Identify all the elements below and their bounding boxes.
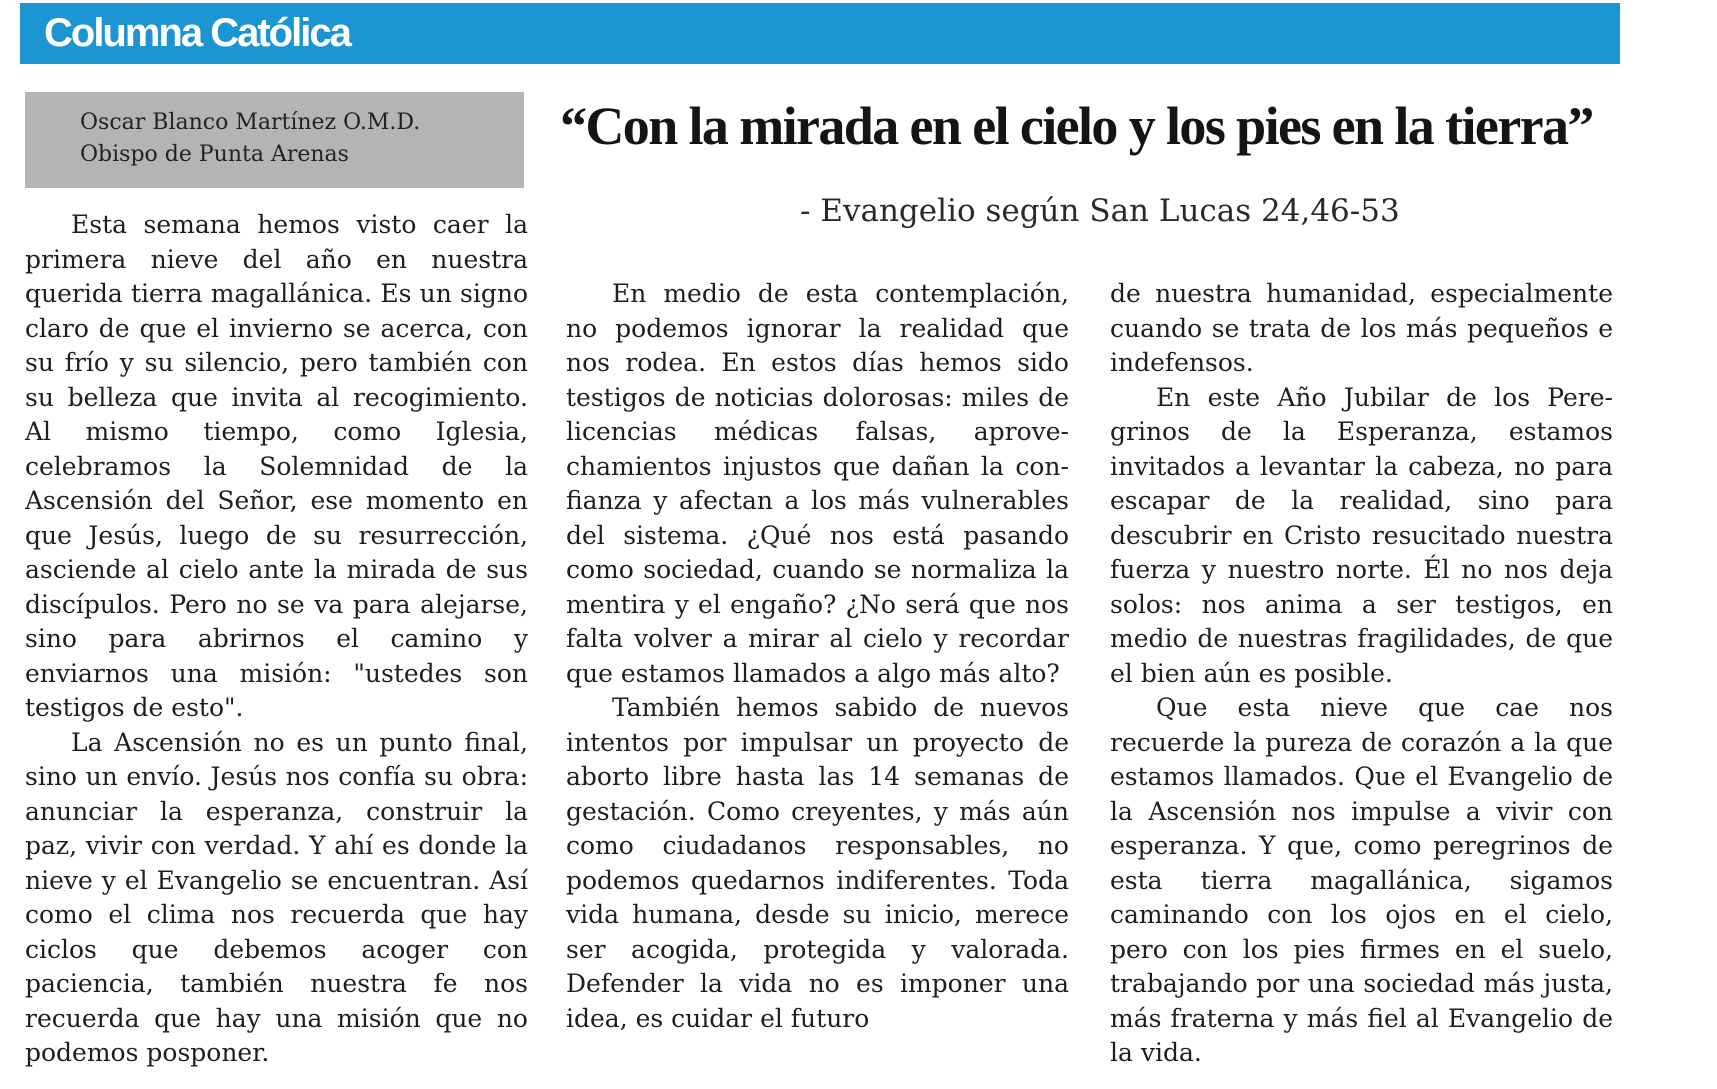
article-headline: “Con la mirada en el cielo y los pies en la tierra” xyxy=(560,96,1593,156)
article-column-2 xyxy=(566,277,1069,1036)
article-subtitle: - Evangelio según San Lucas 24,46-53 xyxy=(800,193,1400,229)
author-name: Oscar Blanco Martínez O.M.D. xyxy=(80,110,421,135)
author-box xyxy=(25,92,524,188)
paragraph: Esta semana hemos visto caer la primera nieve del año en nuestra querida tierra magallánica. Es un signo claro de que el invierno se acerca, con su frío y su silencio, pero también con su belleza que invita al recogimiento. Al mismo tiempo, como Iglesia, celebramos la Solemnidad de la Ascensión del Señor, ese momento en que Jesús, luego de su resurrección, asciende al cielo ante la mirada de sus discípulos. Pero no se va para alejarse, sino para abrirnos el camino y enviarnos una misión: "ustedes son testigos de esto". xyxy=(25,210,528,722)
article-column-1 xyxy=(25,208,528,1071)
paragraph: de nuestra humanidad, especialmente cuando se trata de los más pequeños e indefensos. xyxy=(1110,279,1613,377)
paragraph: En este Año Jubilar de los Peregrinos de la Esperanza, estamos invitados a levantar la cabeza, no para escapar de la realidad, sino para descubrir en Cristo resucitado nuestra fuerza y nuestro norte. Él no nos deja solos: nos anima a ser testigos, en medio de nuestras fragilidades, de que el bien aún es posible. xyxy=(1110,382,1613,688)
paragraph: También hemos sabido de nuevos intentos por impulsar un proyecto de aborto libre hasta las 14 semanas de gestación. Como creyentes, y más aún como ciudadanos responsables, no podemos quedarnos indiferentes. Toda vida humana, desde su inicio, merece ser acogida, protegida y valorada. Defender la vida no es imponer una idea, es cuidar el futuro xyxy=(566,693,1069,1033)
article-column-3 xyxy=(1110,277,1613,1071)
section-header-bar xyxy=(20,3,1620,64)
paragraph: En medio de esta contemplación, no podemos ignorar la realidad que nos rodea. En estos días hemos sido testigos de noticias dolorosas: miles de licencias médicas falsas, aprovechamientos injustos que dañan la confianza y afectan a los más vulnerables del sistema. ¿Qué nos está pasando como sociedad, cuando se normaliza la mentira y el engaño? ¿No será que nos falta volver a mirar al cielo y recordar que estamos llamados a algo más alto? xyxy=(566,279,1069,688)
paragraph: La Ascensión no es un punto final, sino un envío. Jesús nos confía su obra: anunciar la esperanza, construir la paz, vivir con verdad. Y ahí es donde la nieve y el Evangelio se encuentran. Así como el clima nos recuerda que hay ciclos que debemos acoger con paciencia, también nuestra fe nos recuerda que hay una misión que no podemos posponer. xyxy=(25,727,528,1067)
section-title: Columna Católica xyxy=(44,11,350,55)
author-role: Obispo de Punta Arenas xyxy=(80,142,349,167)
paragraph: Que esta nieve que cae nos recuerde la pureza de corazón a la que estamos llamados. Que el Evangelio de la Ascensión nos impulse a vivir con esperanza. Y que, como peregrinos de esta tierra magallánica, sigamos caminando con los ojos en el cielo, pero con los pies firmes en el suelo, trabajando por una sociedad más justa, más fraterna y más fiel al Evangelio de la vida. xyxy=(1110,693,1613,1067)
